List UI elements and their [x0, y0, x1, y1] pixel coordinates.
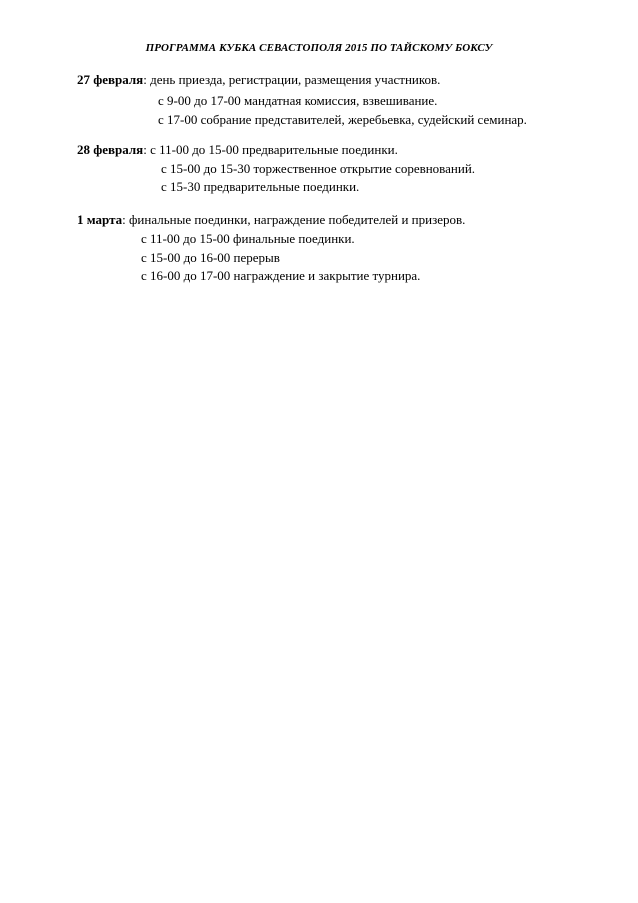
schedule-item: с 17-00 собрание представителей, жеребьевка, судейский семинар.: [158, 112, 527, 127]
day-heading-1: [77, 71, 440, 89]
day-heading-3: [77, 211, 465, 229]
schedule-item: с 15-30 предварительные поединки.: [161, 179, 360, 194]
day-heading-2: [77, 141, 398, 159]
day-intro: : день приезда, регистрации, размещения участников.: [143, 72, 441, 87]
day-date: 1 марта: [77, 212, 123, 227]
day-intro: : с 11-00 до 15-00 предварительные поединки.: [143, 142, 398, 157]
page-title: ПРОГРАММА КУБКА СЕВАСТОПОЛЯ 2015 ПО ТАЙСКОМУ БОКСУ: [145, 42, 493, 54]
schedule-item: с 15-00 до 16-00 перерыв: [141, 250, 280, 265]
schedule-item: с 15-00 до 15-30 торжественное открытие соревнований.: [161, 161, 476, 176]
day-date: 28 февраля: [77, 142, 144, 157]
schedule-item: с 16-00 до 17-00 награждение и закрытие турнира.: [141, 268, 421, 283]
day-intro: : финальные поединки, награждение победителей и призеров.: [122, 212, 466, 227]
day-date: 27 февраля: [77, 72, 144, 87]
schedule-item: с 11-00 до 15-00 финальные поединки.: [141, 231, 355, 246]
schedule-item: с 9-00 до 17-00 мандатная комиссия, взвешивание.: [158, 93, 438, 108]
